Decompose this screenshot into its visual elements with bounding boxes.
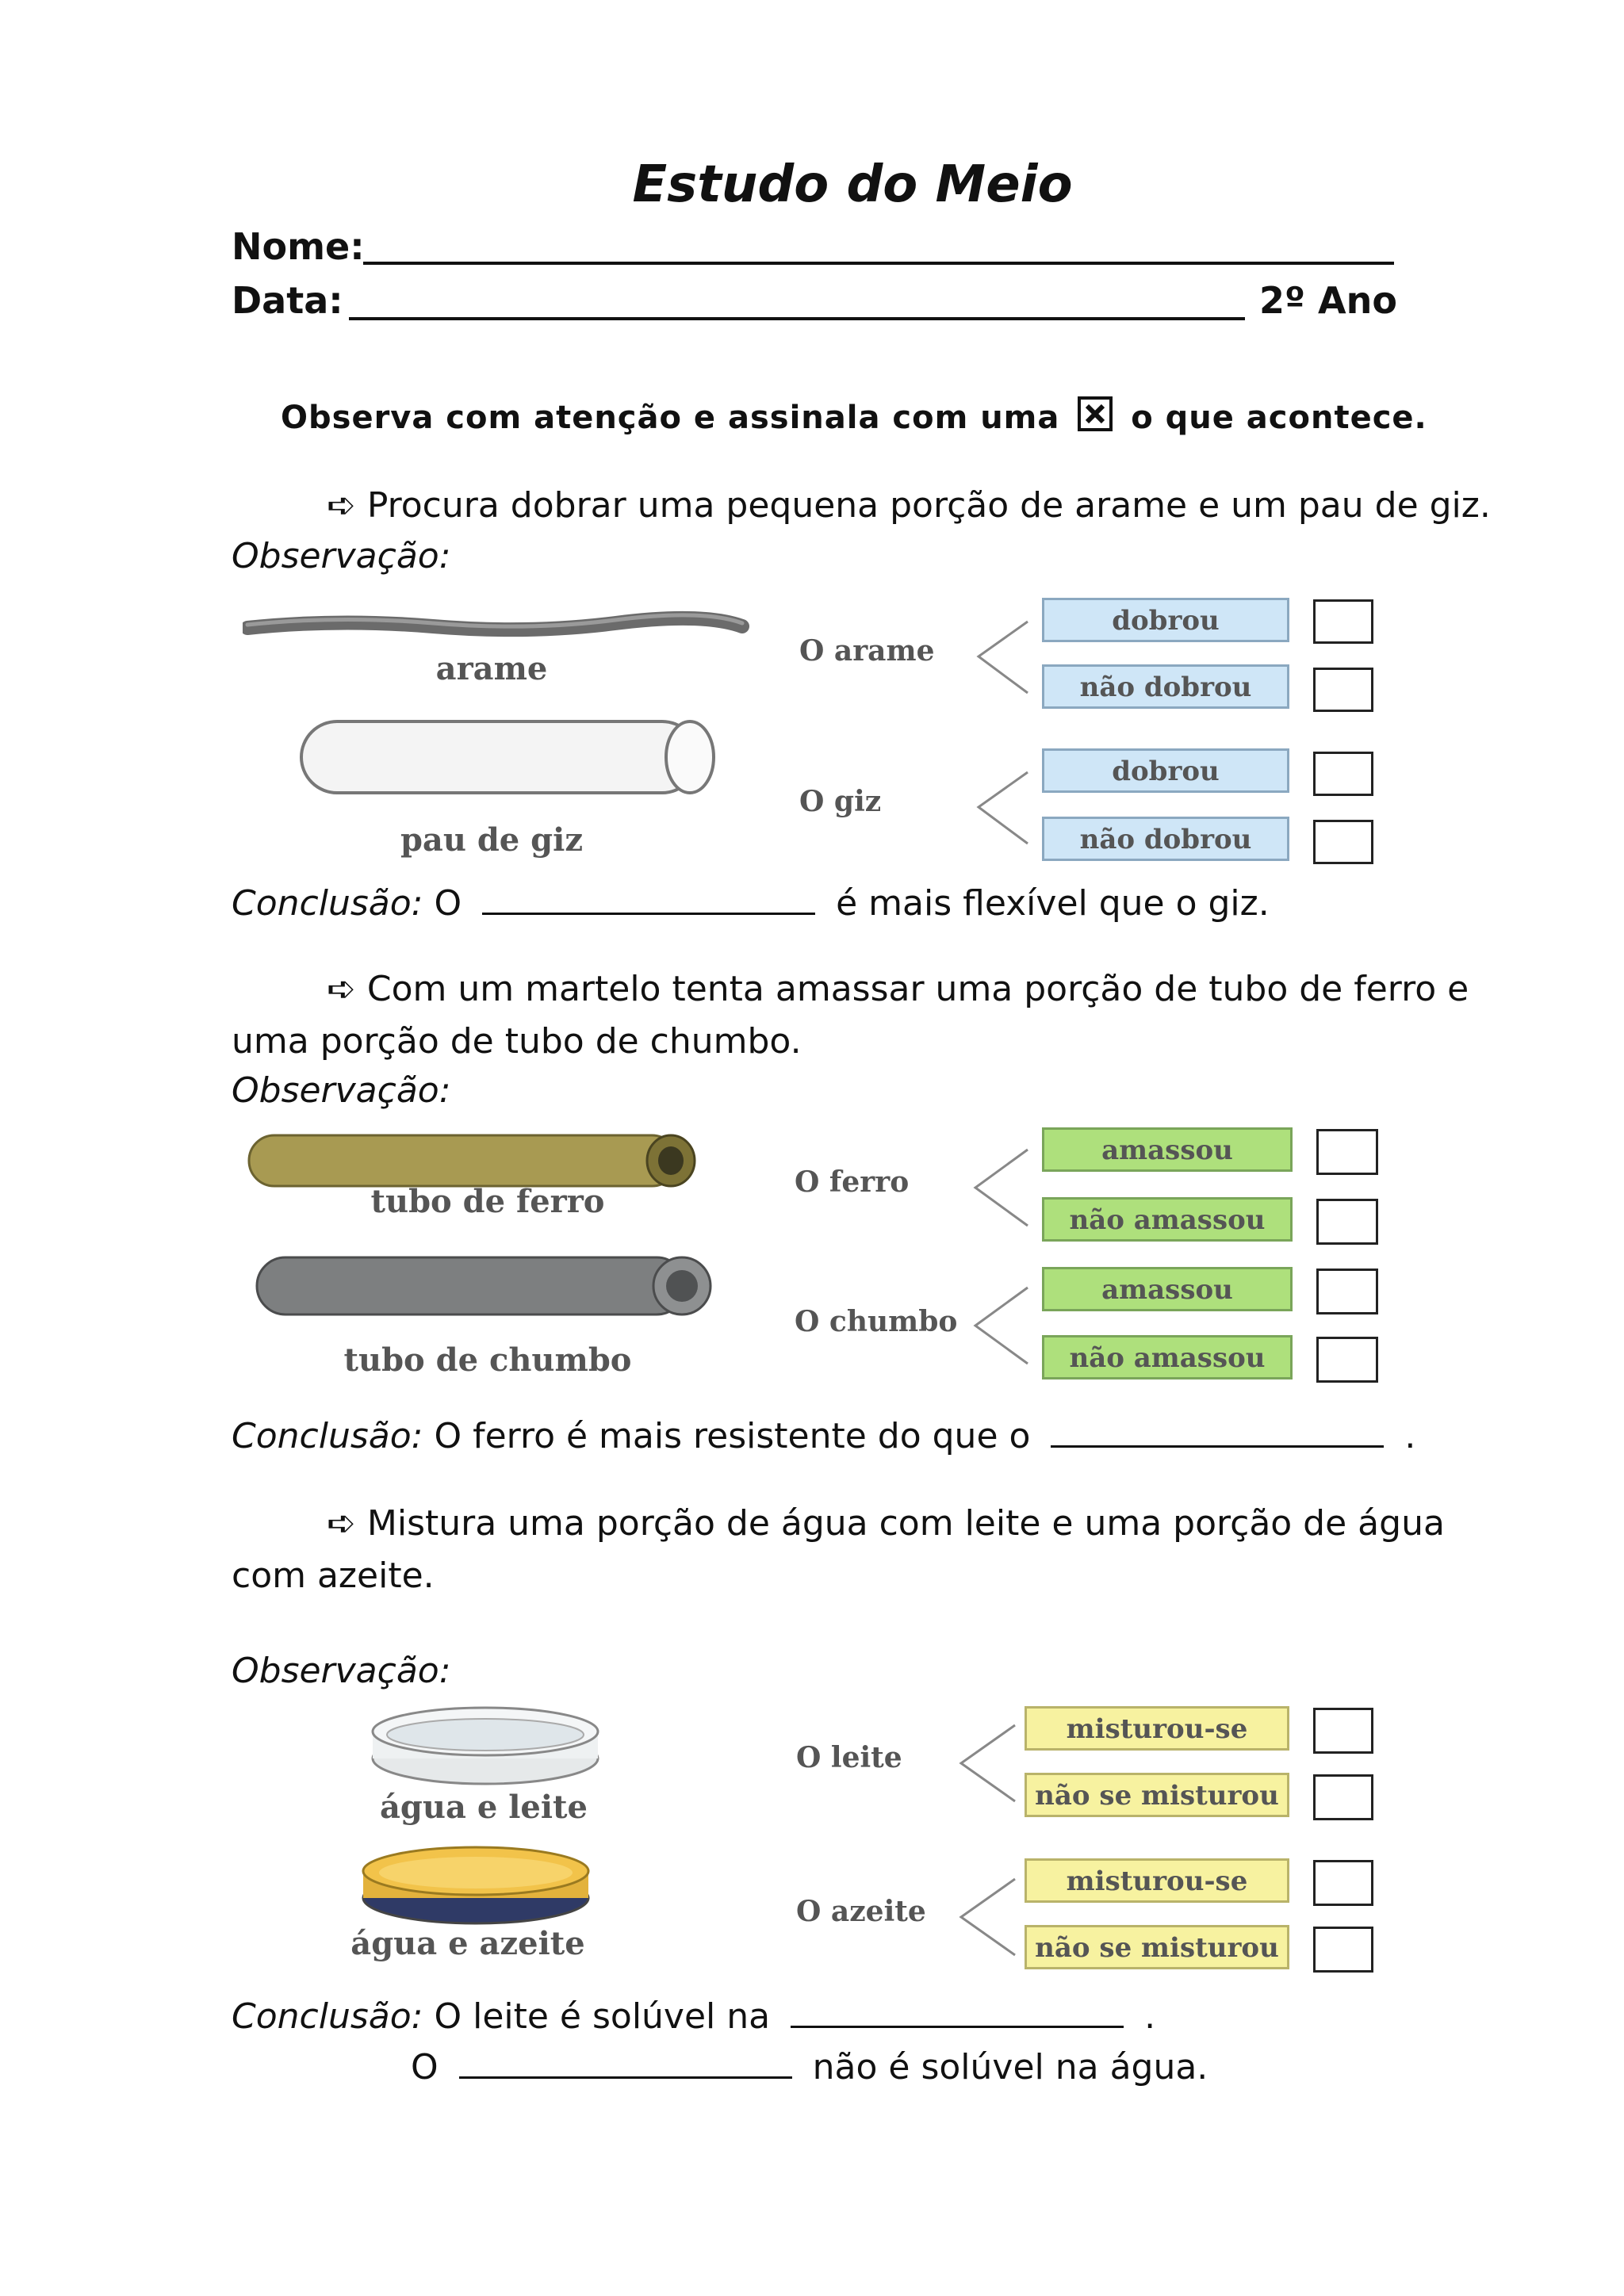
lead-tube-illustration	[254, 1251, 722, 1322]
option-nao-se-misturou: não se misturou	[1025, 1773, 1289, 1817]
section3-observacao: Observação:	[232, 1651, 451, 1691]
subject-ferro: O ferro	[795, 1165, 910, 1199]
checkbox-giz-nao-dobrou[interactable]	[1313, 820, 1373, 864]
option-dobrou: dobrou	[1042, 748, 1289, 793]
option-nao-dobrou: não dobrou	[1042, 817, 1289, 861]
option-misturou-se: misturou-se	[1025, 1706, 1289, 1751]
azeite-caption: água e azeite	[350, 1925, 585, 1962]
nome-label: Nome:	[232, 225, 365, 268]
instruction-text-after: o que acontece.	[1131, 400, 1427, 436]
answer-blank[interactable]	[791, 2018, 1124, 2028]
bracket-icon	[958, 1876, 1018, 1958]
checkbox-ferro-nao-amassou[interactable]	[1316, 1199, 1378, 1245]
checkbox-azeite-nao-misturou[interactable]	[1313, 1927, 1373, 1973]
instruction	[281, 396, 1427, 436]
subject-azeite: O azeite	[796, 1895, 926, 1928]
leite-caption: água e leite	[380, 1789, 588, 1826]
checkbox-ferro-amassou[interactable]	[1316, 1129, 1378, 1175]
subject-giz: O giz	[799, 785, 882, 818]
subject-leite: O leite	[796, 1741, 902, 1774]
checkbox-giz-dobrou[interactable]	[1313, 752, 1373, 796]
section2-observacao: Observação:	[232, 1070, 451, 1111]
ferro-caption: tubo de ferro	[370, 1183, 605, 1220]
arrow-icon: ➪	[327, 969, 356, 1009]
section1-observacao: Observação:	[232, 536, 451, 576]
arame-caption: arame	[435, 650, 548, 687]
oil-dish-illustration	[355, 1841, 601, 1928]
option-amassou: amassou	[1042, 1127, 1293, 1172]
checkbox-chumbo-amassou[interactable]	[1316, 1269, 1378, 1314]
section3-prompt-line2: com azeite.	[232, 1556, 435, 1596]
bracket-icon	[975, 769, 1031, 848]
section3-prompt: ➪ Mistura uma porção de água com leite e uma porção de água	[327, 1503, 1445, 1544]
x-box-icon	[1078, 396, 1113, 431]
section1-prompt: ➪ Procura dobrar uma pequena porção de arame e um pau de giz.	[327, 485, 1491, 526]
option-dobrou: dobrou	[1042, 598, 1289, 642]
option-nao-amassou: não amassou	[1042, 1197, 1293, 1242]
giz-caption: pau de giz	[400, 821, 584, 859]
answer-blank[interactable]	[482, 905, 815, 915]
data-field[interactable]	[349, 317, 1245, 320]
answer-blank[interactable]	[459, 2068, 792, 2079]
checkbox-azeite-misturou[interactable]	[1313, 1860, 1373, 1906]
section2-prompt: ➪ Com um martelo tenta amassar uma porção de tubo de ferro e	[327, 969, 1469, 1009]
option-amassou: amassou	[1042, 1267, 1293, 1311]
checkbox-leite-misturou[interactable]	[1313, 1708, 1373, 1754]
section2-conclusao: Conclusão: O ferro é mais resistente do que o .	[232, 1416, 1416, 1456]
chumbo-caption: tubo de chumbo	[343, 1341, 632, 1379]
milk-dish-illustration	[365, 1703, 611, 1790]
page-title: Estudo do Meio	[632, 155, 1073, 214]
option-nao-amassou: não amassou	[1042, 1335, 1293, 1380]
year-label: 2º Ano	[1259, 279, 1397, 322]
arrow-icon: ➪	[327, 485, 356, 526]
option-nao-se-misturou: não se misturou	[1025, 1925, 1289, 1969]
bracket-icon	[975, 618, 1031, 698]
nome-field[interactable]	[363, 262, 1394, 265]
section3-conclusao: Conclusão: O leite é solúvel na .	[232, 1996, 1156, 2037]
answer-blank[interactable]	[1051, 1437, 1384, 1448]
section2-prompt-line2: uma porção de tubo de chumbo.	[232, 1021, 802, 1062]
section3-conclusao-2: O não é solúvel na água.	[411, 2047, 1208, 2087]
instruction-text-before: Observa com atenção e assinala com uma	[281, 400, 1060, 436]
bracket-icon	[972, 1284, 1031, 1367]
wire-illustration	[243, 610, 750, 642]
checkbox-arame-dobrou[interactable]	[1313, 599, 1373, 644]
data-label: Data:	[232, 279, 343, 322]
bracket-icon	[958, 1722, 1018, 1804]
chalk-illustration	[270, 714, 737, 801]
subject-chumbo: O chumbo	[795, 1305, 958, 1338]
section1-conclusao: Conclusão: O é mais flexível que o giz.	[232, 883, 1270, 924]
option-misturou-se: misturou-se	[1025, 1858, 1289, 1903]
option-nao-dobrou: não dobrou	[1042, 664, 1289, 709]
checkbox-chumbo-nao-amassou[interactable]	[1316, 1337, 1378, 1383]
arrow-icon: ➪	[327, 1503, 356, 1544]
subject-arame: O arame	[799, 634, 935, 668]
bracket-icon	[972, 1146, 1031, 1229]
checkbox-arame-nao-dobrou[interactable]	[1313, 668, 1373, 712]
checkbox-leite-nao-misturou[interactable]	[1313, 1774, 1373, 1820]
